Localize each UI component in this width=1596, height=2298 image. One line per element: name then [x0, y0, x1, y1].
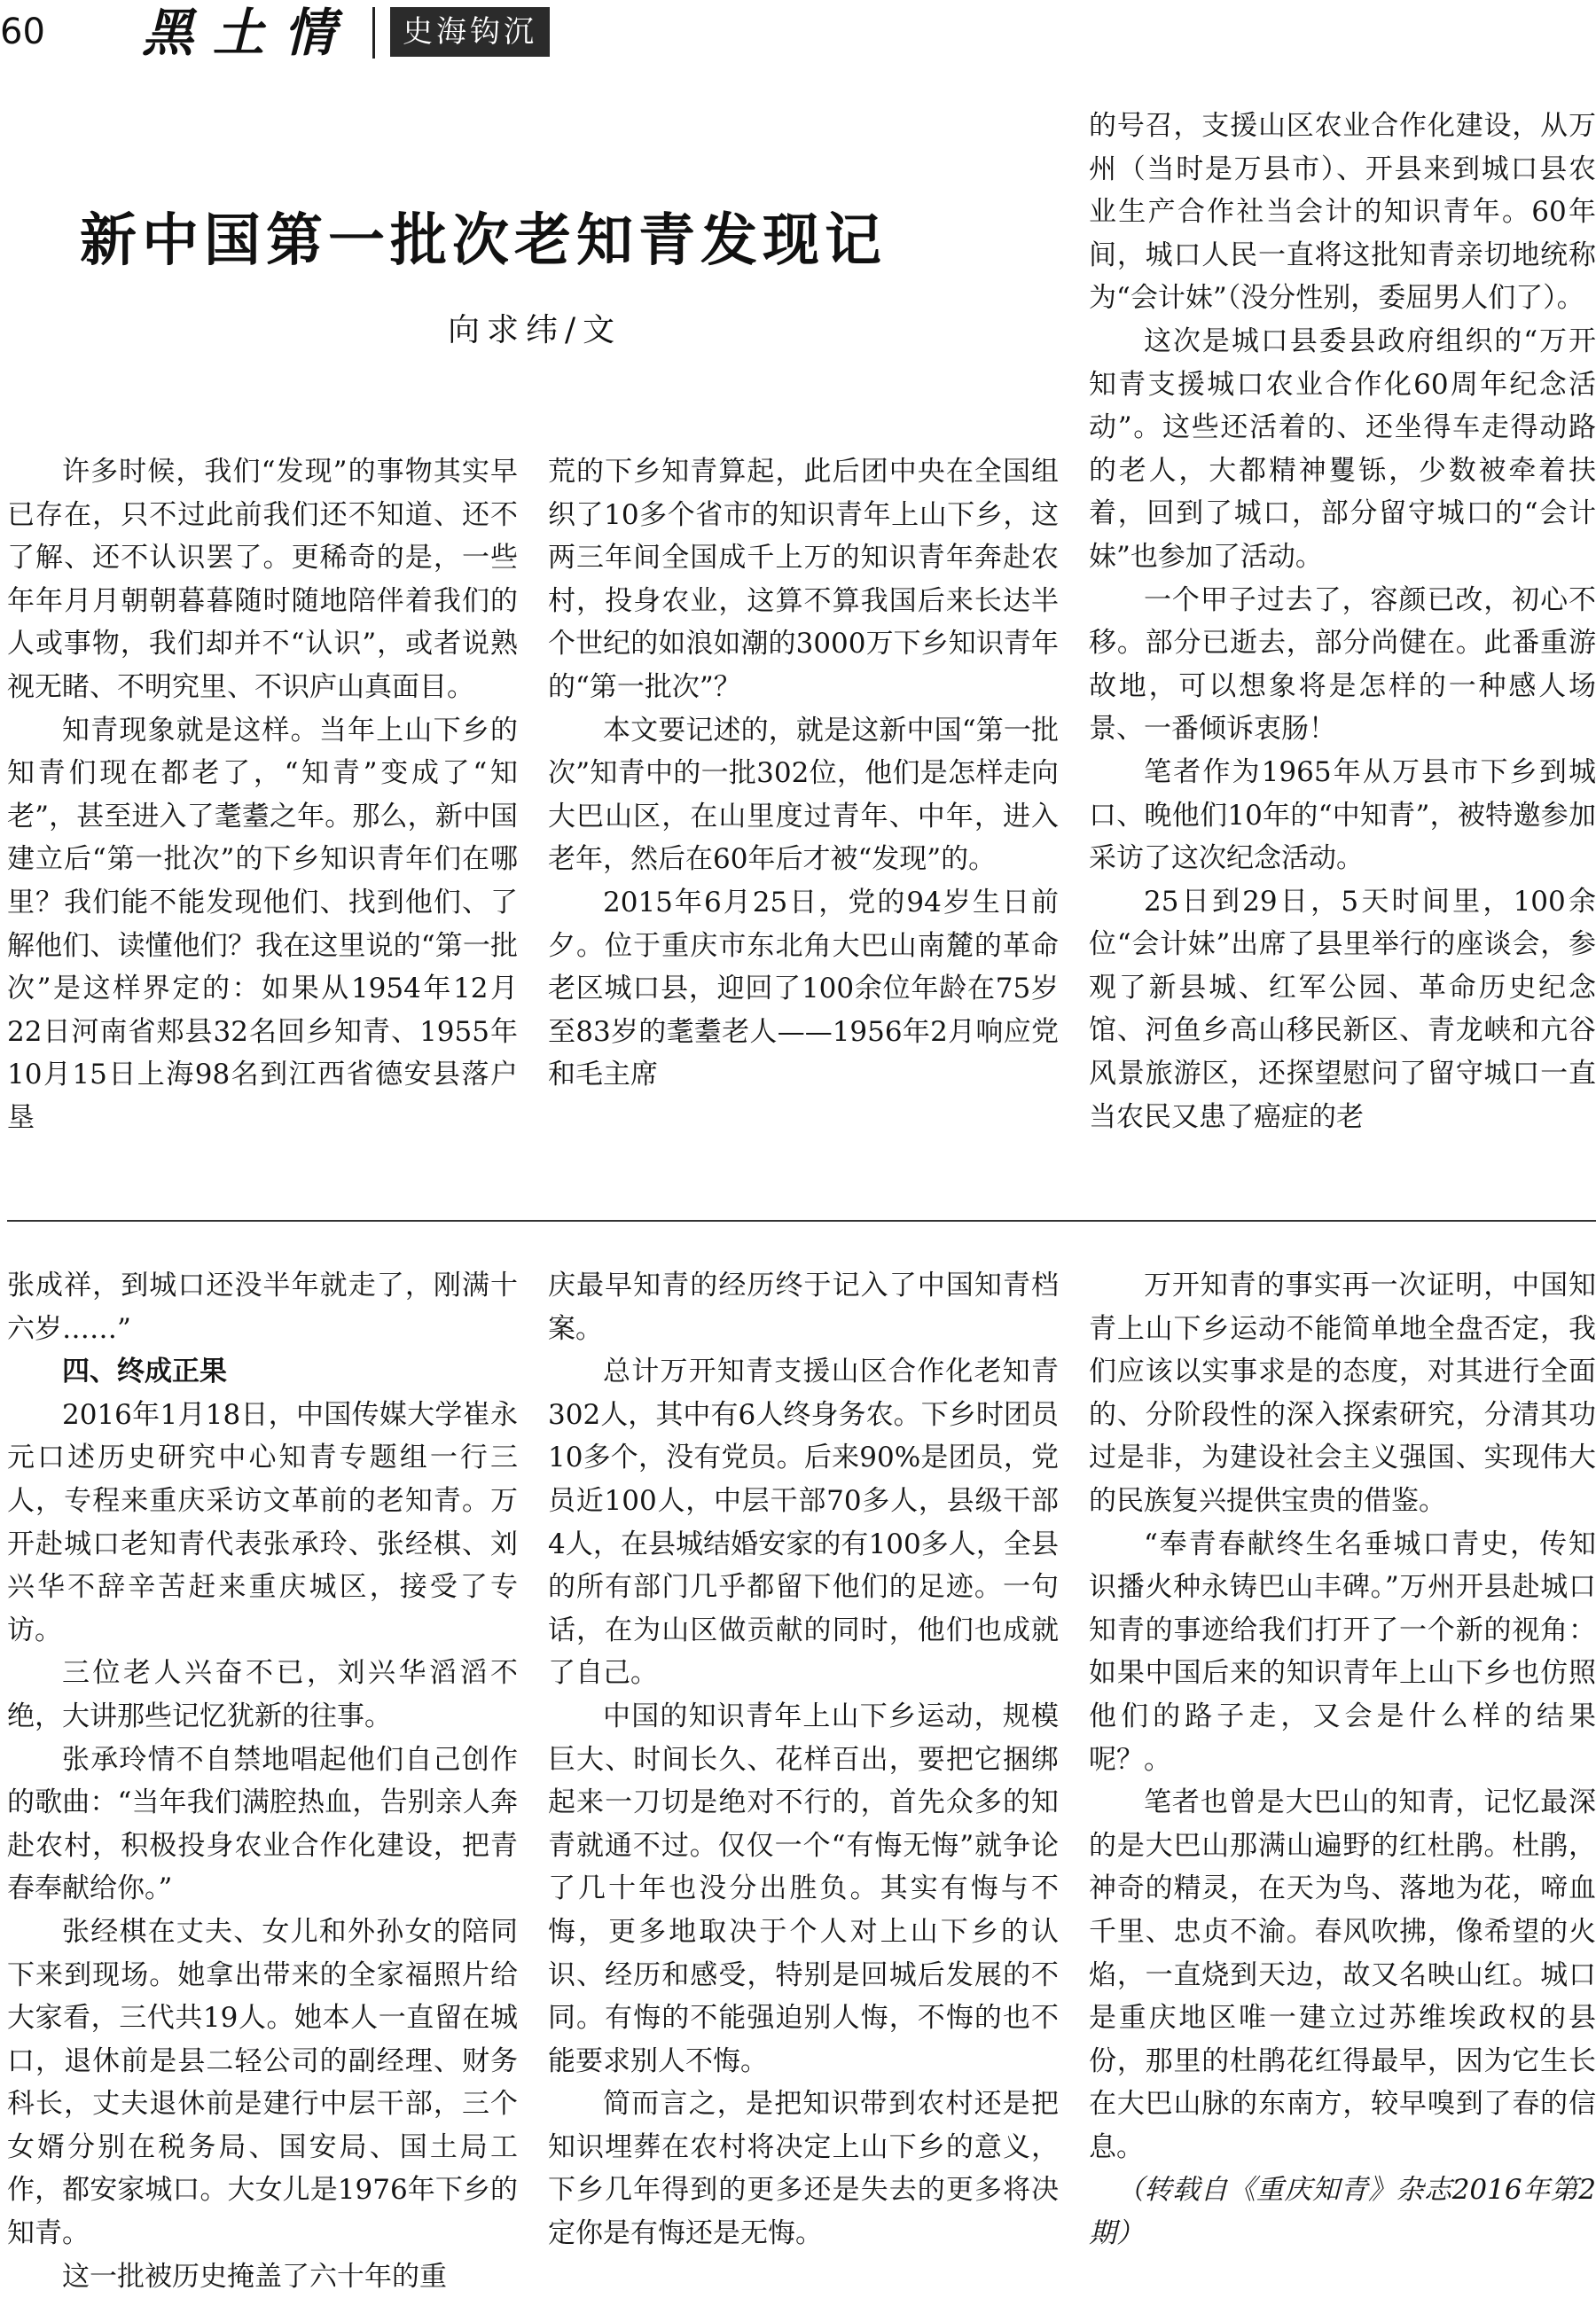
- magazine-masthead: 黑土情: [142, 3, 356, 63]
- column-4: [7, 1264, 518, 2298]
- column-2: [548, 450, 1059, 1097]
- section-heading: 四、终成正果: [62, 1356, 227, 1388]
- paragraph: 中国的知识青年上山下乡运动，规模巨大、时间长久、花样百出，要把它捆绑起来一刀切是绝对不行的，首先众多的知青就通不过。仅仅一个“有悔无悔”就争论了几十年也没分出胜负。其实有悔与不悔，更多地取决于个人对上山下乡的认识、经历和感受，特别是回城后发展的不同。有悔的不能强迫别人悔，不悔的也不能要求别人不悔。: [548, 1700, 1059, 2077]
- paragraph: 庆最早知青的经历终于记入了中国知青档案。: [548, 1270, 1059, 1345]
- paragraph: 知青现象就是这样。当年上山下乡的知青们现在都老了，“知青”变成了“知老”，甚至进入了耄耋之年。那么，新中国建立后“第一批次”的下乡知识青年们在哪里？我们能不能发现他们、找到他们、了解他们、读懂他们？我在这里说的“第一批次”是这样界定的：如果从1954年12月22日河南省郏县32名回乡知青、1955年10月15日上海98名到江西省德安县落户垦: [7, 714, 518, 1134]
- paragraph: 笔者作为1965年从万县市下乡到城口、晚他们10年的“中知青”，被特邀参加采访了这次纪念活动。: [1089, 755, 1596, 875]
- section-tag: 史海钩沉: [390, 7, 550, 57]
- paragraph: 张经棋在丈夫、女儿和外孙女的陪同下来到现场。她拿出带来的全家福照片给大家看，三代共19人。她本人一直留在城口，退休前是县二轻公司的副经理、财务科长，丈夫退休前是建行中层干部，三个女婿分别在税务局、国安局、国土局工作，都安家城口。大女儿是1976年下乡的知青。: [7, 1915, 518, 2250]
- paragraph: “奉青春献终生名垂城口青史，传知识播火种永铸巴山丰碑。”万州开县赴城口知青的事迹给我们打开了一个新的视角：如果中国后来的知识青年上山下乡也仿照他们的路子走，又会是什么样的结果呢？。: [1089, 1528, 1596, 1776]
- column-3: [1089, 105, 1596, 1138]
- paragraph: 2016年1月18日，中国传媒大学崔永元口述历史研究中心知青专题组一行三人，专程来重庆采访文革前的老知青。万开赴城口老知青代表张承玲、张经棋、刘兴华不辞辛苦赶来重庆城区，接受了专访。: [7, 1398, 518, 1646]
- page-header: [0, 0, 1596, 71]
- page-number: 60: [0, 12, 45, 52]
- section-divider: [7, 1220, 1596, 1222]
- paragraph: 张承玲情不自禁地唱起他们自己创作的歌曲：“当年我们满腔热血，告别亲人奔赴农村，积极投身农业合作化建设，把青春奉献给你。”: [7, 1743, 518, 1905]
- paragraph: 张成祥，到城口还没半年就走了，刚满十六岁……”: [7, 1270, 518, 1345]
- paragraph: 这一批被历史掩盖了六十年的重: [62, 2260, 447, 2293]
- column-6: [1089, 1264, 1596, 2255]
- paragraph: 一个甲子过去了，容颜已改，初心不移。部分已逝去，部分尚健在。此番重游故地，可以想象将是怎样的一种感人场景、一番倾诉衷肠！: [1089, 583, 1596, 746]
- source-note: （转载自《重庆知青》杂志2016年第2期）: [1089, 2174, 1596, 2250]
- paragraph: 总计万开知青支援山区合作化老知青302人，其中有6人终身务农。下乡时团员10多个，没有党员。后来90%是团员，党员近100人，中层干部70多人，县级干部4人，在县城结婚安家的有100多人，全县的所有部门几乎都留下他们的足迹。一句话，在为山区做贡献的同时，他们也成就了自己。: [548, 1356, 1059, 1690]
- paragraph: 简而言之，是把知识带到农村还是把知识埋葬在农村将决定上山下乡的意义，下乡几年得到的更多还是失去的更多将决定你是有悔还是无悔。: [548, 2088, 1059, 2250]
- paragraph: 这次是城口县委县政府组织的“万开知青支援城口农业合作化60周年纪念活动”。这些还活着的、还坐得车走得动路的老人，大都精神矍铄，少数被牵着扶着，回到了城口，部分留守城口的“会计妹”也参加了活动。: [1089, 324, 1596, 573]
- article-byline: 向求纬/文: [448, 312, 622, 348]
- paragraph: 的号召，支援山区农业合作化建设，从万州（当时是万县市）、开县来到城口县农业生产合作社当会计的知识青年。60年间，城口人民一直将这批知青亲切地统称为“会计妹”（没分性别，委屈男人们了）。: [1089, 110, 1596, 315]
- paragraph: 万开知青的事实再一次证明，中国知青上山下乡运动不能简单地全盘否定，我们应该以实事求是的态度，对其进行全面的、分阶段性的深入探索研究，分清其功过是非，为建设社会主义强国、实现伟大的民族复兴提供宝贵的借鉴。: [1089, 1270, 1596, 1517]
- paragraph: 本文要记述的，就是这新中国“第一批次”知青中的一批302位，他们是怎样走向大巴山区，在山里度过青年、中年，进入老年，然后在60年后才被“发现”的。: [548, 714, 1059, 876]
- article-title: 新中国第一批次老知青发现记: [80, 208, 887, 274]
- paragraph: 许多时候，我们“发现”的事物其实早已存在，只不过此前我们还不知道、还不了解、还不认识罢了。更稀奇的是，一些年年月月朝朝暮暮随时随地陪伴着我们的人或事物，我们却并不“认识”，或者说熟视无睹、不明究里、不识庐山真面目。: [7, 456, 518, 703]
- paragraph: 荒的下乡知青算起，此后团中央在全国组织了10多个省市的知识青年上山下乡，这两三年间全国成千上万的知识青年奔赴农村，投身农业，这算不算我国后来长达半个世纪的如浪如潮的3000万下乡知识青年的“第一批次”？: [548, 456, 1059, 703]
- paragraph: 三位老人兴奋不已，刘兴华滔滔不绝，大讲那些记忆犹新的往事。: [7, 1657, 518, 1732]
- column-1: [7, 450, 518, 1140]
- paragraph: 笔者也曾是大巴山的知青，记忆最深的是大巴山那满山遍野的红杜鹃。杜鹃，神奇的精灵，在天为鸟、落地为花，啼血千里、忠贞不渝。春风吹拂，像希望的火焰，一直烧到天边，故又名映山红。城口是重庆地区唯一建立过苏维埃政权的县份，那里的杜鹃花红得最早，因为它生长在大巴山脉的东南方，较早嗅到了春的信息。: [1089, 1786, 1596, 2163]
- column-5: [548, 1264, 1059, 2255]
- paragraph: 25日到29日，5天时间里，100余位“会计妹”出席了县里举行的座谈会，参观了新县城、红军公园、革命历史纪念馆、河鱼乡高山移民新区、青龙峡和亢谷风景旅游区，还探望慰问了留守城口一直当农民又患了癌症的老: [1089, 885, 1596, 1133]
- header-divider: [372, 7, 375, 59]
- paragraph: 2015年6月25日，党的94岁生日前夕。位于重庆市东北角大巴山南麓的革命老区城口县，迎回了100余位年龄在75岁至83岁的耄耋老人——1956年2月响应党和毛主席: [548, 886, 1059, 1091]
